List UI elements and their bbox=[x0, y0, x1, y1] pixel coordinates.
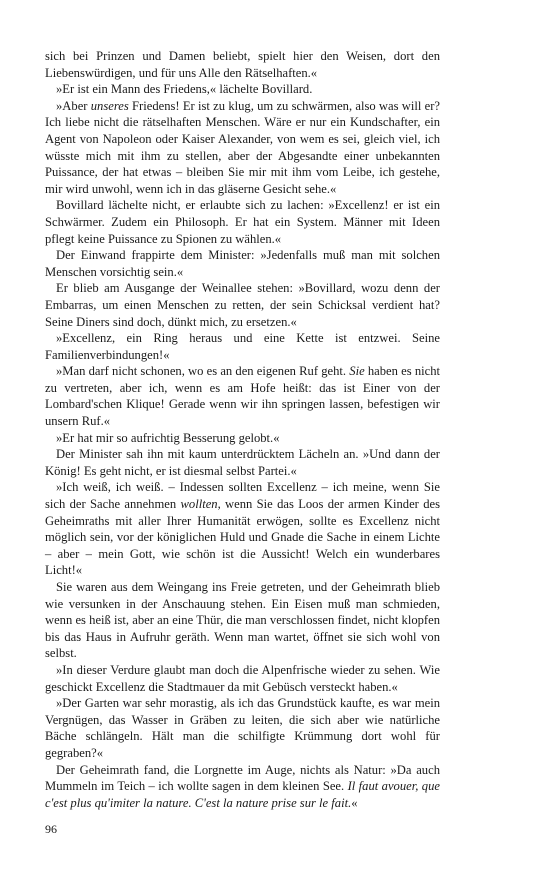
paragraph bbox=[45, 363, 440, 429]
text-run: Der Geheimrath fand, die Lorgnette im Auge, nichts als Natur: »Da auch Mummeln im Teich – ich wollte sagen in dem kleinen See. bbox=[45, 762, 440, 794]
paragraph bbox=[45, 579, 440, 662]
text-run: »Er hat mir so aufrichtig Besserung gelobt.« bbox=[56, 430, 280, 445]
paragraph bbox=[45, 762, 440, 812]
paragraph bbox=[45, 81, 440, 98]
text-run: »Er ist ein Mann des Friedens,« lächelte Bovillard. bbox=[56, 82, 313, 97]
paragraph bbox=[45, 98, 440, 198]
emphasis-text: unseres bbox=[90, 98, 129, 113]
text-run: Friedens! Er ist zu klug, um zu schwärmen, also was will er? Ich liebe nicht die rätselhaften Menschen. Wäre er nur ein Kundschafter, ein Agent von Napoleon oder Kaiser Alexander, von wem es sei, gleich viel, ich wüsste mich mit ihm zu stellen, aber der Abgesandte einer unbekannten Puissance, der hat etwas – bleiben Sie mir mit ihm vom Leibe, ich gestehe, mir wird unwohl, wenn ich in das gläserne Gesicht sehe.« bbox=[45, 98, 441, 196]
text-run: Sie waren aus dem Weingang ins Freie getreten, und der Geheimrath blieb wie versunken in der Anschauung stehen. Ein Eisen muß man schmieden, wenn es heiß ist, aber an eine Thür, die man verschlossen findet, nicht klopfen bis das Haus in Aufruhr geräth. Wenn man wartet, öffnet sie sich wohl von selbst. bbox=[45, 580, 440, 661]
text-run: « bbox=[351, 795, 358, 810]
emphasis-text: Sie bbox=[349, 364, 365, 379]
paragraph bbox=[45, 48, 440, 81]
paragraph bbox=[45, 197, 440, 247]
text-run: Der Minister sah ihn mit kaum unterdrücktem Lächeln an. »Und dann der König! Es geht nicht, er ist diesmal selbst Partei.« bbox=[45, 447, 440, 478]
paragraph bbox=[45, 695, 440, 761]
text-run: Der Einwand frappirte dem Minister: »Jedenfalls muß man mit solchen Menschen vorsichtig sein.« bbox=[45, 248, 440, 279]
page-number: 96 bbox=[45, 822, 57, 836]
text-run: »Man darf nicht schonen, wo es an den eigenen Ruf geht. bbox=[56, 364, 350, 379]
page-text bbox=[45, 48, 440, 811]
emphasis-text: wollten, bbox=[180, 497, 221, 512]
text-run: Er blieb am Ausgange der Weinallee stehen: »Bovillard, wozu denn der Embarras, um einen Menschen zu retten, der sein Schicksal verdient hat? Seine Diners sind doch, dünkt mich, zu ersetzen.« bbox=[45, 281, 440, 329]
text-run: haben es nicht zu vertreten, aber ich, wenn es am Hofe heißt: das ist Einer von der Lombard'schen Klique! Gerade wenn wir ihn springen lassen, befestigen wir unsern Ruf.« bbox=[45, 364, 441, 429]
text-run: Bovillard lächelte nicht, er erlaubte sich zu lachen: »Excellenz! er ist ein Schwärmer. Zudem ein Philosoph. Er hat ein System. Männer mit Ideen pflegt keine Puissance zu Spionen zu wählen.« bbox=[45, 198, 440, 246]
text-run: »In dieser Verdure glaubt man doch die Alpenfrische wieder zu sehen. Wie geschickt Excellenz die Stadtmauer da mit Gebüsch versteckt haben.« bbox=[45, 662, 440, 694]
emphasis-text: Il faut avouer, que c'est plus qu'imiter la nature. C'est la nature prise sur le fait. bbox=[45, 779, 440, 810]
paragraph bbox=[45, 662, 440, 695]
text-run: »Der Garten war sehr morastig, als ich das Grundstück kaufte, es war mein Vergnügen, das Wasser in Gräben zu leiten, die sich aber wie natürliche Bäche schlängeln. Hält man die schilfigte Krümmung dort wohl für gegraben?« bbox=[45, 696, 440, 760]
paragraph bbox=[45, 430, 440, 447]
text-run: »Excellenz, ein Ring heraus und eine Kette ist entzwei. Seine Familienverbindungen!« bbox=[45, 331, 440, 362]
text-run: sich bei Prinzen und Damen beliebt, spielt hier den Weisen, dort den Liebenswürdigen, und für uns Alle den Rätselhaften.« bbox=[45, 49, 440, 80]
text-run: »Aber bbox=[56, 98, 91, 113]
text-run: »Ich weiß, ich weiß. – Indessen sollten Excellenz – ich meine, wenn Sie sich der Sache annehmen bbox=[45, 480, 440, 512]
paragraph bbox=[45, 280, 440, 330]
paragraph bbox=[45, 446, 440, 479]
paragraph bbox=[45, 247, 440, 280]
paragraph bbox=[45, 479, 440, 579]
text-run: wenn Sie das Loos der armen Kinder des Geheimraths mit aller Ihrer Humanität erwögen, sollte es Excellenz nicht möglich sein, vor der königlichen Huld und Gnade die Sache in einem Lichte – aber – mein Gott, wie schön ist die Aussicht! Welch ein wunderbares Licht!« bbox=[45, 497, 440, 578]
paragraph bbox=[45, 330, 440, 363]
